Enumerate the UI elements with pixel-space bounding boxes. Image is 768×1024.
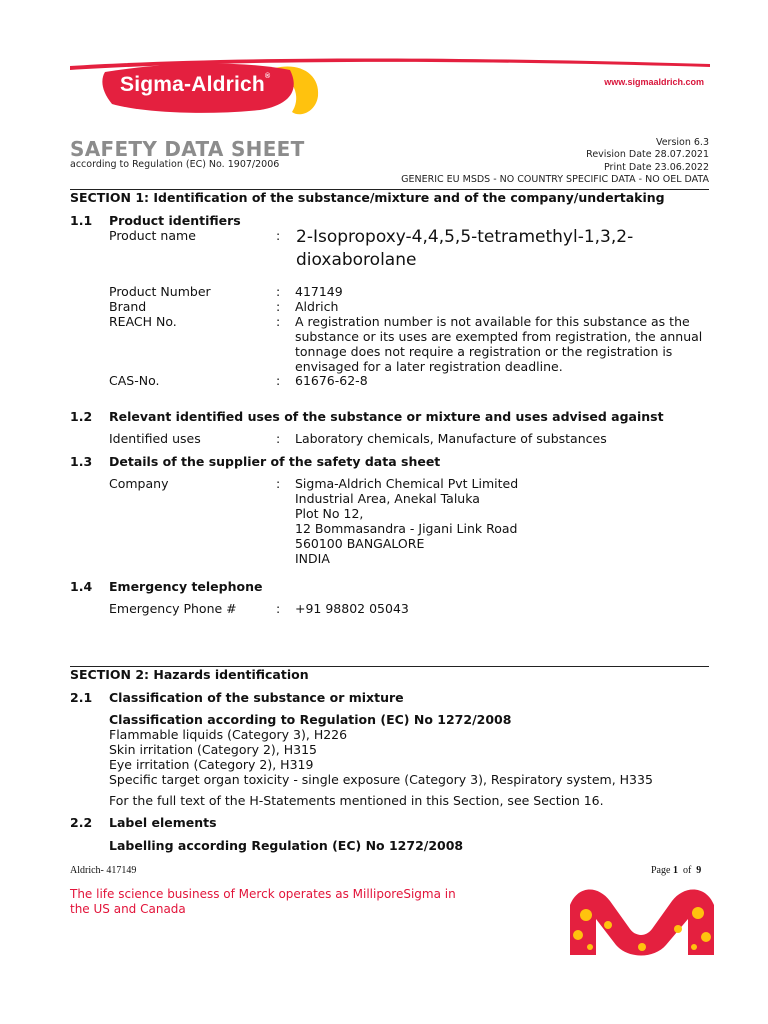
- identified-uses: Laboratory chemicals, Manufacture of substances: [295, 431, 607, 446]
- merck-logo-icon: [568, 885, 716, 957]
- classification-item: Skin irritation (Category 2), H315: [109, 742, 318, 757]
- colon: :: [276, 601, 281, 616]
- address-line: INDIA: [295, 551, 330, 566]
- website-url[interactable]: www.sigmaaldrich.com: [604, 77, 704, 87]
- address-line: 12 Bommasandra - Jigani Link Road: [295, 521, 518, 536]
- colon: :: [276, 431, 281, 446]
- product-name-label: Product name: [109, 228, 196, 243]
- company-label: Company: [109, 476, 169, 491]
- product-number: 417149: [295, 284, 343, 299]
- brand-label: Brand: [109, 299, 147, 314]
- page-word: Page: [651, 865, 671, 876]
- page-number: 1: [672, 865, 678, 876]
- reach-text: A registration number is not available for this substance as the substance or its uses are exempted from registration, the annual tonnage does not require a registration or the registration is envisaged for a later registration deadline.: [295, 314, 703, 374]
- page-indicator: [651, 865, 701, 876]
- classification-item: Specific target organ toxicity - single exposure (Category 3), Respiratory system, H335: [109, 772, 653, 787]
- section-number: 2.1: [70, 690, 93, 705]
- page-total: 9: [696, 865, 702, 876]
- section-number: 1.3: [70, 454, 93, 469]
- company-address: [295, 476, 518, 566]
- document-title: SAFETY DATA SHEET: [70, 137, 305, 161]
- footer-product-ref: Aldrich- 417149: [70, 865, 137, 876]
- colon: :: [276, 299, 281, 314]
- subsection-title: Classification of the substance or mixture: [109, 690, 404, 705]
- subsection-title: Relevant identified uses of the substance or mixture and uses advised against: [109, 409, 664, 424]
- cas-number: 61676-62-8: [295, 373, 368, 388]
- section-number: 1.2: [70, 409, 93, 424]
- subsection-title: Label elements: [109, 815, 217, 830]
- colon: :: [276, 228, 281, 243]
- colon: :: [276, 284, 281, 299]
- regulation-subtitle: according to Regulation (EC) No. 1907/2006: [70, 159, 280, 170]
- address-line: Sigma-Aldrich Chemical Pvt Limited: [295, 476, 519, 491]
- emergency-phone: +91 98802 05043: [295, 601, 409, 616]
- subsection-title: Product identifiers: [109, 213, 241, 228]
- classification-heading: Classification according to Regulation (EC) No 1272/2008: [109, 712, 512, 727]
- product-name: 2-Isopropoxy-4,4,5,5-tetramethyl-1,3,2-dioxaborolane: [296, 227, 634, 270]
- colon: :: [276, 314, 281, 329]
- colon: :: [276, 476, 281, 491]
- identified-uses-label: Identified uses: [109, 431, 201, 446]
- merck-notice: The life science business of Merck operates as MilliporeSigma in the US and Canada: [70, 887, 456, 916]
- classification-item: Flammable liquids (Category 3), H226: [109, 727, 348, 742]
- cas-label: CAS-No.: [109, 373, 160, 388]
- brand: Aldrich: [295, 299, 339, 314]
- address-line: 560100 BANGALORE: [295, 536, 425, 551]
- print-date: Print Date 23.06.2022: [604, 161, 709, 173]
- sigma-aldrich-logo: [120, 73, 270, 97]
- emergency-phone-label: Emergency Phone #: [109, 601, 237, 616]
- labelling-heading: Labelling according Regulation (EC) No 1272/2008: [109, 838, 464, 853]
- section1-heading: SECTION 1: Identification of the substance/mixture and of the company/undertaking: [70, 190, 665, 205]
- reach-label: REACH No.: [109, 314, 177, 329]
- document-meta: [401, 137, 709, 186]
- registered-mark: ®: [264, 73, 271, 80]
- section-number: 1.4: [70, 579, 93, 594]
- revision-date: Revision Date 28.07.2021: [586, 149, 709, 161]
- address-line: Plot No 12,: [295, 506, 364, 521]
- subsection-title: Emergency telephone: [109, 579, 263, 594]
- subsection-title: Details of the supplier of the safety data sheet: [109, 454, 441, 469]
- section-number: 2.2: [70, 815, 93, 830]
- version: Version 6.3: [655, 137, 709, 148]
- full-text-note: For the full text of the H-Statements mentioned in this Section, see Section 16.: [109, 793, 604, 808]
- generic-note: GENERIC EU MSDS - NO COUNTRY SPECIFIC DATA - NO OEL DATA: [401, 173, 709, 185]
- colon: :: [276, 373, 281, 388]
- section-number: 1.1: [70, 213, 93, 228]
- header-swoosh: [0, 0, 768, 130]
- classification-item: Eye irritation (Category 2), H319: [109, 757, 314, 772]
- product-number-label: Product Number: [109, 284, 211, 299]
- section2-heading: SECTION 2: Hazards identification: [70, 667, 309, 682]
- classification-list: [109, 727, 653, 787]
- logo-text: Sigma-Aldrich: [120, 73, 265, 96]
- address-line: Industrial Area, Anekal Taluka: [295, 491, 480, 506]
- of-word: of: [682, 865, 692, 876]
